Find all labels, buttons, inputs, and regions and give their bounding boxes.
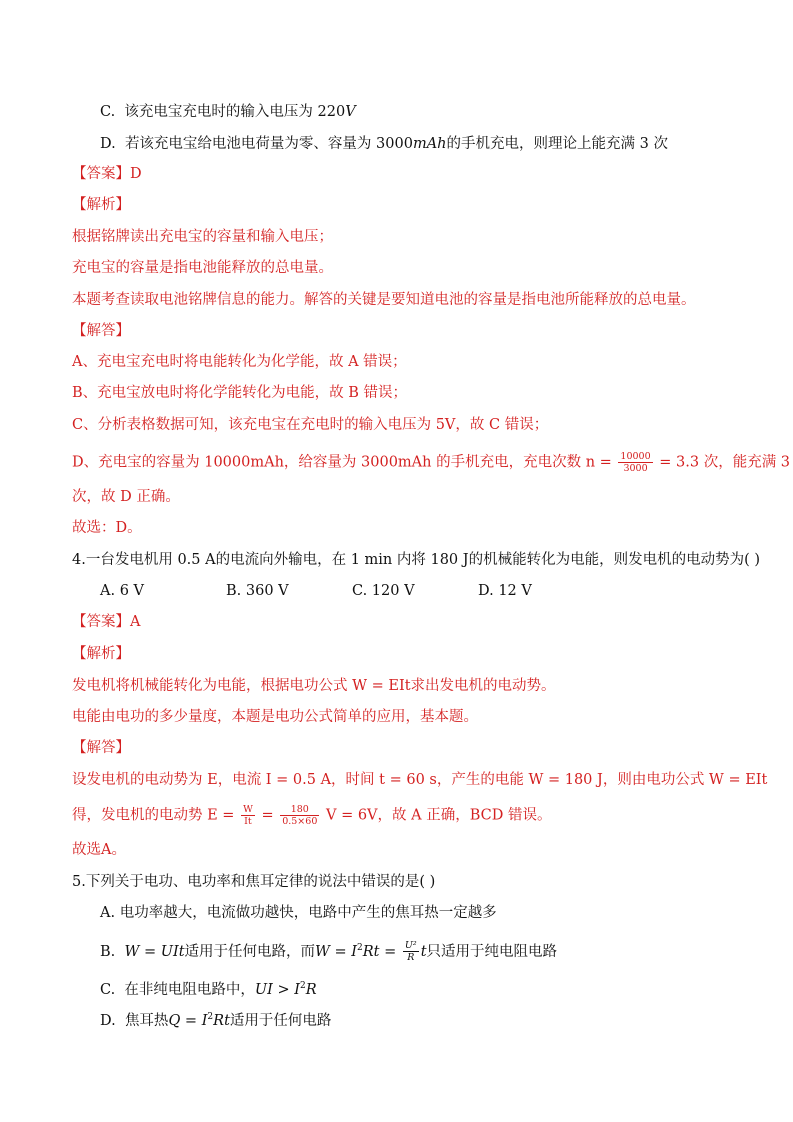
q4-fraction-180: $\frac{180}{0.5\times 60}$ [282, 804, 318, 827]
q4-fraction-w-it: $\frac{W}{It}$ [243, 804, 253, 827]
q3-conclusion: 故选：D。 [72, 520, 142, 536]
q3-solution-d-cont: 次，故 D 正确。 [72, 489, 180, 505]
q3-option-d: D. 若该充电宝给电池电荷量为零、容量为 3000mAh的手机充电，则理论上能充满 3 次 [100, 136, 668, 152]
q4-solution-line-2: 得，发电机的电动势 E = $\frac{W}{It}$ = $\frac{180}{0.5\times 60}$ V = 6V，故 A 正确，BCD 错误。 [72, 804, 552, 827]
q4-solution-tag: 【解答】 [72, 740, 130, 756]
q5-fraction-u2-r: $\frac{\text{U²}}{R}$ [404, 940, 417, 964]
q5-stem: 5.下列关于电功、电功率和焦耳定律的说法中错误的是( ) [72, 874, 436, 890]
q4-option-b: B. 360 V [226, 583, 289, 599]
q3-analysis-tag: 【解析】 [72, 197, 130, 213]
q3-solution-b: B、充电宝放电时将化学能转化为电能，故 B 错误； [72, 385, 408, 401]
q3-analysis-line-1: 根据铭牌读出充电宝的容量和输入电压； [72, 229, 333, 245]
q4-option-c: C. 120 V [352, 583, 415, 599]
q4-option-d: D. 12 V [478, 583, 532, 599]
q3-solution-tag: 【解答】 [72, 323, 130, 339]
q3-fraction: $\frac{10000}{3000}$ [620, 451, 651, 474]
q4-analysis-tag: 【解析】 [72, 646, 130, 662]
q4-conclusion: 故选A。 [72, 842, 126, 858]
q4-analysis-line-1: 发电机将机械能转化为电能，根据电功公式 W = EIt求出发电机的电动势。 [72, 678, 556, 694]
q3-analysis-line-2: 充电宝的容量是指电池能释放的总电量。 [72, 260, 333, 276]
q5-option-c: C. 在非纯电阻电路中，UI > $I^2R$ [100, 981, 317, 998]
q4-solution-line-1: 设发电机的电动势为 E，电流 I = 0.5 A，时间 t = 60 s，产生的电能 W = 180 J，则由电功公式 W = EIt [72, 772, 768, 788]
q4-option-a: A. 6 V [100, 583, 144, 599]
q5-option-b: B. W = UIt适用于任何电路，而$W = I^2Rt$ = $\frac{\text{U²}}{R}$ t只适用于纯电阻电路 [100, 940, 558, 964]
q4-answer: 【答案】A [72, 614, 141, 630]
q3-solution-a: A、充电宝充电时将电能转化为化学能，故 A 错误； [72, 354, 407, 370]
q5-option-a: A. 电功率越大，电流做功越快，电路中产生的焦耳热一定越多 [100, 905, 497, 921]
q3-analysis-line-3: 本题考查读取电池铭牌信息的能力。解答的关键是要知道电池的容量是指电池所能释放的总电量。 [72, 292, 696, 308]
q3-solution-d: D、充电宝的容量为 10000mAh，给容量为 3000mAh 的手机充电，充电次数 n = $\frac{10000}{3000}$ = 3.3 次，能充满 3 [72, 451, 791, 474]
q4-analysis-line-2: 电能由电功的多少量度，本题是电功公式简单的应用，基本题。 [72, 709, 478, 725]
q5-option-d: D. 焦耳热$Q = I^2Rt$适用于任何电路 [100, 1012, 332, 1029]
q3-answer: 【答案】D [72, 166, 142, 182]
q4-stem: 4.一台发电机用 0.5 A的电流向外输电，在 1 min 内将 180 J的机械能转化为电能，则发电机的电动势为( ) [72, 552, 760, 568]
q4-options [100, 581, 540, 601]
q3-option-c: C. 该充电宝充电时的输入电压为 220V [100, 104, 356, 120]
q3-solution-c: C、分析表格数据可知，该充电宝在充电时的输入电压为 5V，故 C 错误； [72, 417, 549, 433]
